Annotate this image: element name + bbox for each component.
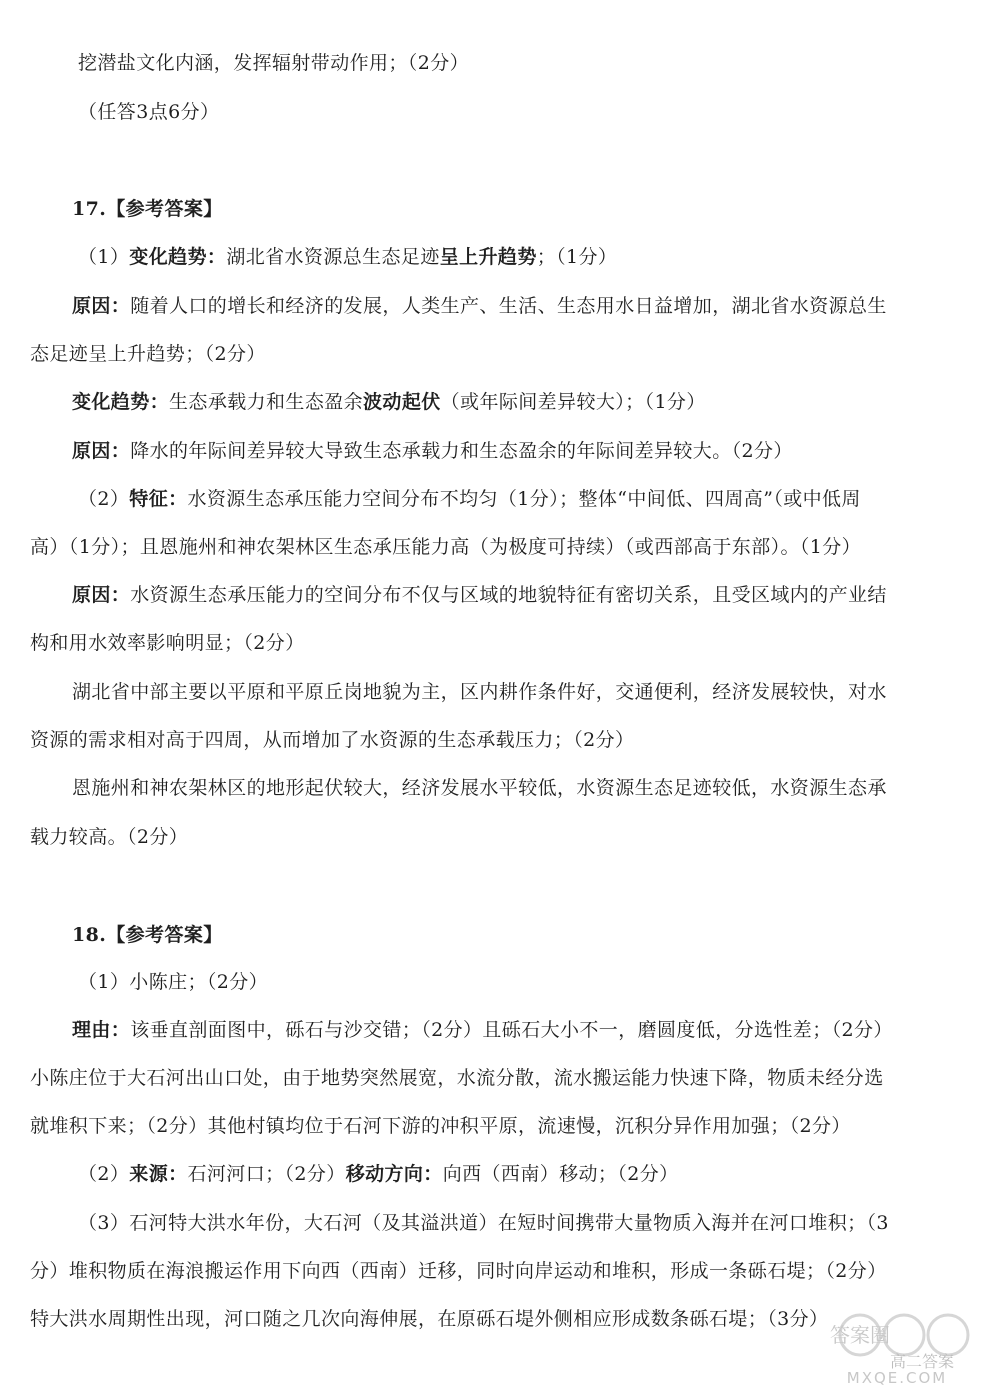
q17-reason1-line1: 原因：随着人口的增长和经济的发展，人类生产、生活、生态用水日益增加，湖北省水资源总生 [72, 295, 887, 317]
watermark-logo-text: 答案圈 [830, 1323, 890, 1347]
q17-reason3-line1: 原因：水资源生态承压能力的空间分布不仅与区域的地貌特征有密切关系，且受区域内的产业结 [72, 584, 887, 606]
watermark-overlay-text: 高二答案 [889, 1352, 954, 1371]
q18-part3-line1: （3）石河特大洪水年份，大石河（及其溢洪道）在短时间携带大量物质入海并在河口堆积；（3 [78, 1212, 889, 1234]
q17-part2-line1: （2）特征：水资源生态承压能力空间分布不均匀（1分）；整体“中间低、四周高”（或中低周 [78, 488, 861, 510]
q18-reason-line2: 小陈庄位于大石河出山口处，由于地势突然展宽，水流分散，流水搬运能力快速下降，物质未经分选 [30, 1067, 884, 1089]
answer-line: 挖潜盐文化内涵，发挥辐射带动作用；（2分） [78, 52, 469, 74]
q17-hubei-line2: 资源的需求相对高于四周，从而增加了水资源的生态承载压力；（2分） [30, 729, 635, 751]
q18-heading: 18.【参考答案】 [72, 924, 223, 946]
q17-heading: 17.【参考答案】 [72, 198, 223, 220]
q17-part2-line2: 高）（1分）；且恩施州和神农架林区生态承压能力高（为极度可持续）（或西部高于东部）。（1分） [30, 536, 862, 558]
q17-enshi-line2: 载力较高。（2分） [30, 826, 189, 848]
q18-reason-line1: 理由：该垂直剖面图中，砾石与沙交错；（2分）且砾石大小不一，磨圆度低，分选性差；（2分） [72, 1019, 893, 1041]
q17-part1-trend: （1）变化趋势：湖北省水资源总生态足迹呈上升趋势；（1分） [78, 246, 618, 268]
q17-trend2: 变化趋势：生态承载力和生态盈余波动起伏（或年际间差异较大）；（1分） [72, 391, 706, 413]
q18-reason-line3: 就堆积下来；（2分）其他村镇均位于石河下游的冲积平原，流速慢，沉积分异作用加强；（2分） [30, 1115, 851, 1137]
q17-enshi-line1: 恩施州和神农架林区的地形起伏较大，经济发展水平较低，水资源生态足迹较低，水资源生态承 [72, 777, 887, 799]
q17-hubei-line1: 湖北省中部主要以平原和平原丘岗地貌为主，区内耕作条件好，交通便利，经济发展较快，对水 [72, 681, 887, 703]
q18-part2: （2）来源：石河河口；（2分）移动方向：向西（西南）移动；（2分） [78, 1163, 679, 1185]
score-note: （任答3点6分） [78, 101, 220, 123]
watermark-logo [822, 1309, 972, 1387]
watermark-site-text: MXQE.COM [846, 1369, 948, 1387]
q18-part3-line3: 特大洪水周期性出现，河口随之几次向海伸展，在原砾石堤外侧相应形成数条砾石堤；（3分） [30, 1308, 829, 1330]
q17-reason2: 原因：降水的年际间差异较大导致生态承载力和生态盈余的年际间差异较大。（2分） [72, 440, 793, 462]
q18-part3-line2: 分）堆积物质在海浪搬运作用下向西（西南）迁移，同时向岸运动和堆积，形成一条砾石堤；（2分） [30, 1260, 887, 1282]
q18-part1: （1）小陈庄；（2分） [78, 971, 269, 993]
q17-reason1-line2: 态足迹呈上升趋势；（2分） [30, 343, 266, 365]
q17-reason3-line2: 构和用水效率影响明显；（2分） [30, 632, 305, 654]
